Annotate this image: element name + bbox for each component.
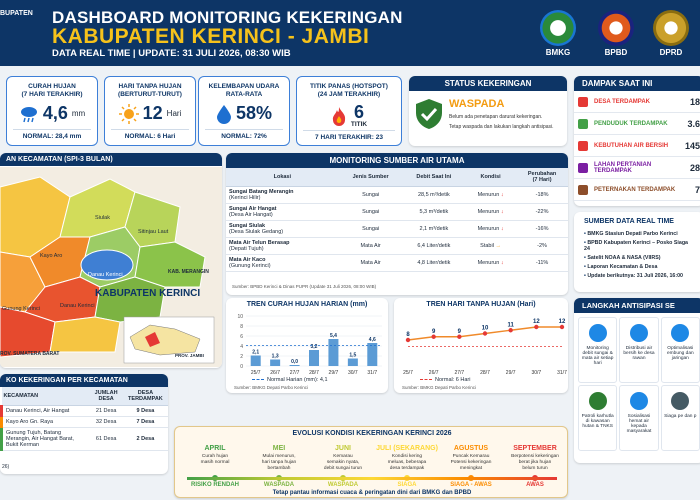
bmkg-label: BMKG [545,48,571,57]
data-label: 5,4 [329,333,337,339]
cell-debit: 6,4 Liter/detik [403,238,465,255]
cell-jumlah: 21 Desa [89,406,122,417]
data-label: 1,3 [271,353,279,360]
table-row [2,417,169,428]
impact-title: DAMPAK SAAT INI [574,76,700,91]
x-tick-label: 26/7 [428,370,439,376]
data-label: 3,2 [310,344,318,350]
evolution-month [311,445,375,488]
cell-kondisi: Menurun ↓ [465,187,516,204]
cell-debit: 2,1 m³/detik [403,221,465,238]
rain-chart-panel [226,298,388,393]
data-point [406,338,410,342]
kpi-value: 6 [353,102,364,122]
bmkg-logo-icon [540,10,576,46]
map-panel [0,153,222,368]
month-status: WASPADA [263,482,295,488]
impact-label: LAHAN PERTANIAN TERDAMPAK [594,161,652,174]
table-row [226,238,568,255]
cell-terdampak: 9 Desa [123,406,168,417]
cell-lokasi: Sungai Batang Merangin (Kerinci Hilir) [226,187,339,204]
impact-panel [574,76,700,206]
data-label: 12 [558,319,566,325]
evolution-month [247,445,311,488]
cell-lokasi: Sungai Siulak (Desa Siulak Gedang) [226,221,339,238]
sources-title: SUMBER DATA REAL TIME [584,218,674,225]
district-title: KO KEKERINGAN PER KECAMATAN [0,374,168,387]
source-item: • BPBD Kabupaten Kerinci – Posko Siaga 24 [584,240,688,252]
map-label-gunung-kerinci: Gunung Kerinci [2,306,40,312]
impact-icon [578,119,588,129]
evolution-title: EVOLUSI KONDISI KEKERINGAN KERINCI 2026 [292,430,452,437]
bar [348,359,358,367]
impact-item [574,91,700,113]
rain-legend-text: Normal Harian (mm): 4,1 [267,377,328,383]
x-tick-label: 27/7 [454,370,465,376]
cell-kecamatan: Danau Kerinci, Air Hangat [2,406,90,417]
month-status: WASPADA [327,482,359,488]
cell-jenis: Mata Air [339,238,403,255]
bar [367,343,377,366]
cell-perubahan: -2% [516,238,568,255]
kpi-value: 4,6 [42,103,68,123]
cell-jenis: Sungai [339,187,403,204]
data-point [457,335,461,339]
bullet-icon: • [584,273,588,279]
rain-cloud-icon [19,105,39,123]
kpi-unit: TITIK [350,121,368,128]
action-item [578,385,617,451]
dprd-logo-icon [653,10,689,46]
month-desc: Kondisi kering meluas, beberapa desa terdampak [387,454,427,471]
action-label: Distribusi air bersih ke desa rawan [623,346,655,361]
col-lokasi: Lokasi [226,168,339,187]
kpi-normal: 7 HARI TERAKHIR: 23 [303,130,395,141]
cell-lokasi: Mata Air Kaco (Gunung Kerinci) [226,255,339,272]
evolution-month [375,445,439,488]
kpi-value: 58% [235,103,273,123]
impact-icon [578,163,588,173]
data-point [431,335,435,339]
data-label: 2,1 [252,349,260,356]
cell-debit: 5,3 m³/detik [403,204,465,221]
source-item: • BMKG Stasiun Depati Parbo Kerinci [584,231,678,237]
x-tick-label: 30/7 [531,370,542,376]
dry-legend-text: Normal: 6 Hari [435,377,471,383]
cell-lokasi: Mata Air Telun Berasap (Depati Tujuh) [226,238,339,255]
impact-label: KEBUTUHAN AIR BERSIH [594,142,669,149]
bar [270,360,280,367]
status-level: WASPADA [449,98,505,110]
trend-arrow-icon: ↓ [500,192,504,198]
bar [290,365,300,366]
kpi-normal: NORMAL: 72% [205,129,283,140]
evolution-panel [174,426,568,498]
table-row [226,204,568,221]
cell-perubahan: -16% [516,221,568,238]
dry-chart [394,310,568,378]
table-row [226,255,568,272]
bpbd-logo-icon [598,10,634,46]
x-tick-label: 28/7 [309,370,319,376]
month-desc: Mulai menurun, hari tanpa hujan bertambah [261,454,297,471]
impact-item [574,179,700,201]
trend-arrow-icon: → [495,243,501,249]
water-source: Sumber: BPBD Kerinci & Dinas PUPR (Update 31 Juli 2026, 08:00 WIB) [232,284,377,289]
impact-label: PENDUDUK TERDAMPAK [594,120,668,127]
month-name: MEI [272,445,286,452]
page-subtitle: KABUPATEN KERINCI - JAMBI [52,25,370,48]
legend-dash-icon [252,379,264,380]
col-kondisi: Kondisi [465,168,516,187]
status-line-2: Tetap waspada dan lakukan langkah antisipasi. [449,124,554,130]
evolution-gradient-bar [187,477,557,480]
cell-perubahan: -18% [516,187,568,204]
col-kecamatan: KECAMATAN [2,387,90,406]
impact-item [574,113,700,135]
table-row [226,187,568,204]
impact-item [574,157,700,179]
dry-chart-title: TREN HARI TANPA HUJAN (Hari) [426,301,536,308]
bar [251,356,261,367]
data-label: 4,6 [368,337,376,343]
impact-icon [578,97,588,107]
col-jumlah: JUMLAH DESA [89,387,122,406]
bullet-icon: • [584,264,588,270]
page-title: DASHBOARD MONITORING KEKERINGAN [52,8,403,27]
y-tick-label: 6 [240,334,243,340]
month-desc: Curah hujan masih normal [200,454,230,465]
kpi-normal: NORMAL: 6 Hari [111,129,189,140]
water-title: MONITORING SUMBER AIR UTAMA [226,153,568,168]
month-name: JUNI [335,445,351,452]
trend-arrow-icon: ↓ [500,226,504,232]
y-tick-label: 8 [240,324,243,330]
kpi-rainfall [6,76,98,146]
dry-chart-panel [394,298,568,393]
action-icon [630,324,648,342]
x-tick-label: 25/7 [250,370,261,376]
col-jenis: Jenis Sumber [339,168,403,187]
map-label-merangin: KAB. MERANGIN [168,269,209,275]
sun-icon [119,104,139,124]
update-timestamp: DATA REAL TIME | UPDATE: 31 JULI 2026, 08:30 WIB [52,48,291,59]
kpi-normal: NORMAL: 28,4 mm [13,129,91,140]
kpi-unit: Hari [166,109,182,118]
evolution-footer: Tetap pantau informasi cuaca & peringatan dini dari BMKG dan BPBD [272,490,472,496]
kpi-title: CURAH HUJAN (7 HARI TERAKHIR) [21,83,83,98]
dry-chart-source: Sumber: BMKG Depati Parbo Kerinci [402,385,477,390]
kpi-title: KELEMBAPAN UDARA RATA-RATA [208,83,280,98]
month-name: SEPTEMBER [513,445,557,452]
cell-kondisi: Menurun ↓ [465,255,516,272]
col-debit: Debit Saat Ini [403,168,465,187]
cell-terdampak: 7 Desa [123,417,168,428]
cell-terdampak: 2 Desa [123,428,168,451]
trend-arrow-icon: ↓ [500,209,504,215]
impact-value: 3.6 [687,118,700,129]
status-line-1: Belum ada penetapan darurat kekeringan. [449,114,543,120]
map-label-jambi: PROV. JAMBI [175,353,204,358]
cell-kondisi: Stabil → [465,238,516,255]
impact-value: 7 [694,184,700,195]
action-icon [671,392,689,410]
data-label: 11 [507,322,514,329]
month-status: RISIKO RENDAH [190,482,239,488]
y-tick-label: 4 [240,344,243,350]
kpi-humidity [198,76,290,146]
source-item: • Update berikutnya: 31 Juli 2026, 16:00 [584,273,684,279]
map-title: AN KECAMATAN (SPI-3 BULAN) [0,153,222,166]
bullet-icon: • [584,240,588,246]
actions-title: LANGKAH ANTISIPASI SE [574,298,700,313]
action-item [619,317,658,383]
action-icon [589,324,607,342]
data-label: 9 [431,328,436,335]
impact-label: DESA TERDAMPAK [594,98,651,105]
cell-jumlah: 61 Desa [89,428,122,451]
impact-value: 145 [684,140,700,151]
evolution-month [503,445,567,488]
cell-debit: 28,5 m³/detik [403,187,465,204]
month-status: SIAGA - AWAS [450,482,492,488]
trend-arrow-icon: ↓ [500,260,504,266]
cell-perubahan: -22% [516,204,568,221]
kpi-unit: mm [71,109,86,118]
dry-chart-legend [420,377,470,383]
x-tick-label: 27/7 [289,370,300,376]
action-label: Optimalisasi embung dan jaringan [666,346,694,361]
header-left-fragment: BUPATEN [0,10,33,17]
flame-icon [331,106,347,126]
cell-kecamatan: Kayo Aro Gn. Raya [2,417,90,428]
month-name: JULI (SEKARANG) [376,445,438,452]
map-label-siulak: Siulak [95,215,110,221]
data-point [508,328,512,332]
rain-chart [226,310,388,378]
cell-jumlah: 32 Desa [89,417,122,428]
month-name: APRIL [204,445,226,452]
dprd-label: DPRD [659,48,683,57]
map-label-sumbar: ROV. SUMATERA BARAT [0,351,60,357]
month-desc: Berpotensi kekeringan berat jika hujan belum turun [511,454,559,471]
cell-jenis: Sungai [339,204,403,221]
map-label-danau-kerinci: Danau Kerinci [60,303,95,309]
cell-kecamatan: Gunung Tujuh, Batang Merangin, Air Hangat Barat, Bukit Kerman [2,428,90,451]
rain-chart-source: Sumber: BMKG Depati Parbo Kerinci [234,385,309,390]
district-panel [0,374,168,474]
action-item [661,385,700,451]
action-icon [630,392,648,410]
x-tick-label: 31/7 [367,370,378,376]
month-desc: Puncak Kemarau Potensi kekeringan meningkat [450,454,492,471]
x-tick-label: 25/7 [403,370,413,376]
cell-lokasi: Sungai Air Hangat (Desa Air Hangat) [226,204,339,221]
data-point [483,331,487,335]
data-label: 0,0 [291,359,299,365]
y-tick-label: 10 [237,314,243,320]
cell-perubahan: -11% [516,255,568,272]
data-label: 10 [481,325,489,332]
map-big-label: KABUPATEN KERINCI [95,288,201,299]
evolution-month [439,445,503,488]
bar [309,350,319,366]
x-tick-label: 29/7 [505,370,516,376]
bpbd-label: BPBD [604,48,628,57]
status-title: STATUS KEKERINGAN [409,76,567,91]
status-panel [409,76,567,146]
table-row [2,406,169,417]
impact-icon [578,141,588,151]
shield-check-icon [415,98,443,130]
header-bar [0,0,700,66]
table-row [226,221,568,238]
kpi-title: HARI TANPA HUJAN (BERTURUT-TURUT) [118,83,182,98]
source-item: • Laporan Kecamatan & Desa [584,264,658,270]
bullet-icon: • [584,255,588,261]
impact-label: PETERNAKAN TERDAMPAK [594,186,676,193]
col-terdampak: DESA TERDAMPAK [123,387,168,406]
action-label: Sosialisasi hemat air kepada masyarakat [626,414,652,434]
kpi-hotspot [296,76,402,146]
col-perubahan: Perubahan (7 Hari) [516,168,568,187]
map-label-sitinjau-laut: Sitinjau Laut [138,229,169,235]
data-point [534,325,538,329]
month-status: AWAS [526,482,544,488]
month-name: AGUSTUS [453,445,489,452]
sources-panel [574,212,700,292]
bar [328,339,338,366]
source-item: • Satelit NOAA & NASA (VIIRS) [584,255,661,261]
water-panel [226,153,568,295]
cell-jenis: Sungai [339,221,403,238]
action-icon [589,392,607,410]
map-label-kayo-aro: Kayo Aro [40,253,63,259]
data-point [560,325,564,329]
impact-item [574,135,700,157]
action-icon [671,324,689,342]
action-label: Siaga pe dan p [664,414,697,419]
impact-value: 18 [689,96,700,107]
impact-icon [578,185,588,195]
y-tick-label: 2 [240,354,243,360]
month-desc: Kemarau semakin nyata, debit sungai turun [323,454,363,471]
month-status: SIAGA [397,482,417,488]
rain-chart-legend [252,377,328,383]
x-tick-label: 29/7 [328,370,339,376]
x-tick-label: 31/7 [557,370,567,376]
district-note: 26) [2,464,10,470]
action-item [619,385,658,451]
data-label: 8 [406,332,410,338]
x-tick-label: 26/7 [270,370,281,376]
data-label: 12 [532,319,540,325]
evolution-month [183,445,247,488]
kecamatan-map [0,167,222,367]
action-label: Patroli karhutla di kawasan hutan & TNKS [581,414,614,429]
cell-debit: 4,8 Liter/detik [403,255,465,272]
water-table [226,168,568,272]
x-tick-label: 30/7 [347,370,358,376]
map-label-danau: Danau Kerinci [88,272,123,278]
impact-value: 28 [689,162,700,173]
legend-dash-icon [420,379,432,380]
action-label: Monitoring debit sungai & mata air setiap hari [581,346,614,366]
cell-kondisi: Menurun ↓ [465,204,516,221]
kpi-value: 12 [142,103,163,123]
table-row [2,428,169,451]
action-item [661,317,700,383]
actions-panel [574,298,700,463]
x-tick-label: 28/7 [480,370,490,376]
bullet-icon: • [584,231,588,237]
kpi-title: TITIK PANAS (HOTSPOT) (24 JAM TERAKHIR) [310,83,388,98]
action-item [578,317,617,383]
data-label: 1,5 [349,352,357,359]
droplet-icon [216,104,232,124]
cell-kondisi: Menurun ↓ [465,221,516,238]
district-table [0,387,168,451]
cell-jenis: Mata Air [339,255,403,272]
kpi-dry-days [104,76,196,146]
data-label: 9 [457,328,462,335]
rain-chart-title: TREN CURAH HUJAN HARIAN (mm) [246,301,368,308]
y-tick-label: 0 [240,364,243,370]
